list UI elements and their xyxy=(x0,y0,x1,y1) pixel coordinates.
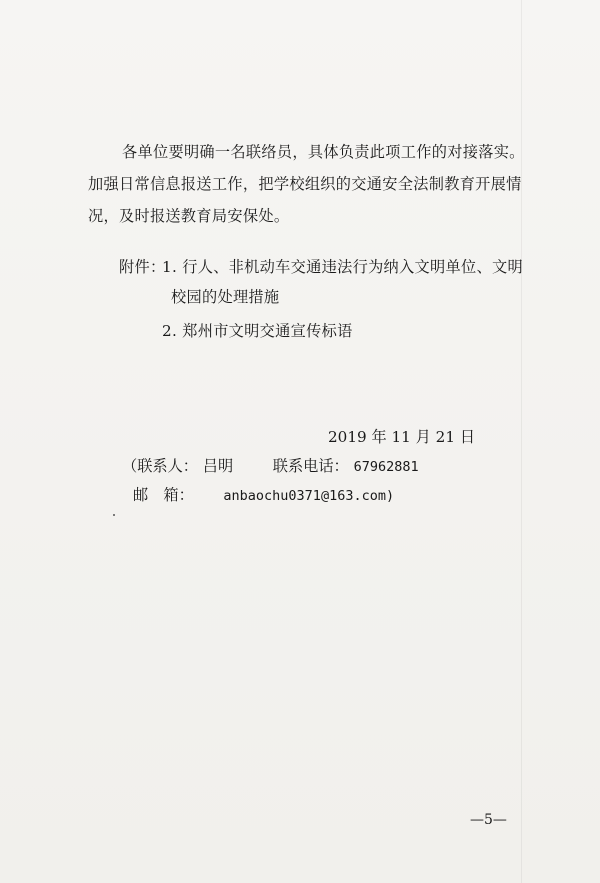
body-paragraph-line-2: 加强日常信息报送工作，把学校组织的交通安全法制教育开展情 xyxy=(88,175,522,193)
contact-phone-label: 联系电话： xyxy=(272,457,349,475)
email-line xyxy=(133,484,394,505)
email-address: anbaochu0371@163.com) xyxy=(223,488,395,504)
scan-speck xyxy=(113,514,115,516)
body-paragraph-line-1: 各单位要明确一名联络员，具体负责此项工作的对接落实。 xyxy=(122,143,525,161)
page-number: —5— xyxy=(470,812,507,828)
attachment-item-1-line-1: 1. 行人、非机动车交通违法行为纳入文明单位、文明 xyxy=(162,258,523,276)
body-paragraph-line-3: 况，及时报送教育局安保处。 xyxy=(88,207,290,225)
contact-person-name: 吕明 xyxy=(202,457,234,475)
scan-shadow-line xyxy=(521,0,522,883)
email-label: 邮 箱： xyxy=(133,486,194,504)
document-date: 2019 年 11 月 21 日 xyxy=(328,428,476,446)
attachments-label: 附件： xyxy=(119,258,166,276)
attachment-item-1-line-2: 校园的处理措施 xyxy=(171,288,280,306)
contact-phone: 67962881 xyxy=(353,459,419,475)
contact-line xyxy=(122,455,419,476)
contact-person-label: （联系人： xyxy=(122,457,198,475)
attachment-item-2: 2. 郑州市文明交通宣传标语 xyxy=(162,322,353,340)
